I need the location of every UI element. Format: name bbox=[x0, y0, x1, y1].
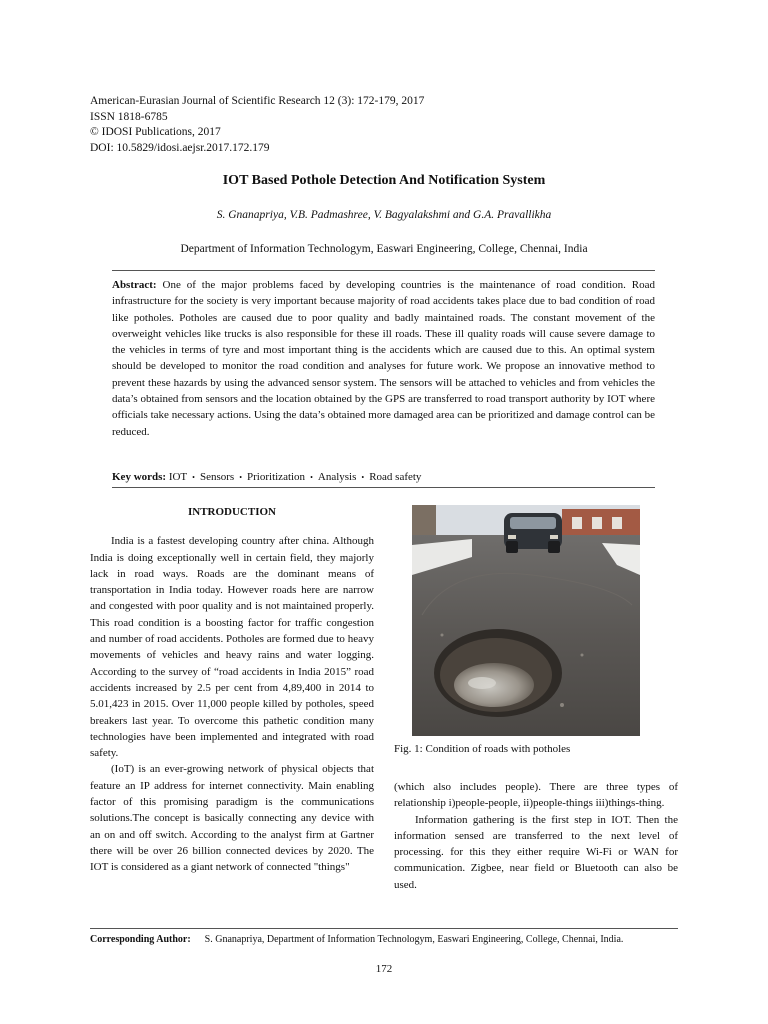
affiliation: Department of Information Technologym, Easwari Engineering, College, Chennai, India bbox=[180, 243, 588, 255]
keywords bbox=[112, 471, 655, 483]
paragraph: (IoT) is an ever-growing network of physical objects that feature an IP address for internet connectivity. Main enabling factor of this promising paradigm is the communications solutions.The concept is basically connecting any device with an on and off switch. According to the analyst firm at Gartner there will be over 26 billion connected devices by 2020. The IOT is considered as a giant network of connected "things" bbox=[90, 763, 374, 874]
corr-text: S. Gnanapriya, Department of Information Technologym, Easwari Engineering, College, Chennai, India. bbox=[204, 934, 624, 945]
abstract bbox=[112, 277, 655, 440]
figure-caption: Fig. 1: Condition of roads with potholes bbox=[394, 743, 571, 755]
corr-label: Corresponding Author: bbox=[90, 934, 191, 945]
keyword-separator: • bbox=[192, 472, 195, 482]
journal-header bbox=[90, 94, 424, 156]
pothole-photo bbox=[412, 505, 640, 736]
corresponding-author bbox=[90, 934, 623, 945]
keyword: IOT bbox=[168, 471, 188, 483]
keyword: Road safety bbox=[369, 471, 422, 483]
doi: DOI: 10.5829/idosi.aejsr.2017.172.179 bbox=[90, 141, 270, 154]
issn: ISSN 1818-6785 bbox=[90, 110, 168, 123]
section-heading: INTRODUCTION bbox=[187, 506, 276, 518]
keyword-separator: • bbox=[361, 472, 365, 482]
abstract-top-rule bbox=[112, 270, 655, 271]
keywords-bottom-rule bbox=[112, 487, 655, 488]
footer-rule bbox=[90, 928, 678, 929]
abstract-text: One of the major problems faced by developing countries is the maintenance of road condition. Road infrastructure for the society is very important because majority of road accidents takes place due to bad condition of road like potholes. Potholes are caused due to poor quality and badly maintained roads. The constant movement of the overweight vehicles like trucks is also responsible for these ill roads. These ill quality roads will cause severe damage to the vehicles in terms of tyre and most important thing is the accidents which are caused due to this. An optimal system should be developed to monitor the road condition and analyses for future work. We propose an innovative method to prevent these hazards by using the advanced sensor system. The sensors will be attached to vehicles and from vehicles the data’s obtained from sensors and the location obtained by the GPS are transferred to road transport authority by IOT where officials take necessary actions. Using the data’s obtained more damaged area can be prioritized and damage control can be reduced. bbox=[112, 279, 656, 438]
keyword-separator: • bbox=[310, 472, 313, 482]
paragraph: (which also includes people). There are three types of relationship i)people-people, ii)people-things iii)things-thing. bbox=[394, 781, 678, 810]
left-column bbox=[90, 504, 374, 876]
keyword: Sensors bbox=[199, 471, 235, 483]
paragraph: India is a fastest developing country after china. Although India is doing exceptionally well in certain field, they majorly lack in road ways. Roads are the dominant means of transportation in India today. However roads here are narrow and congested with poor quality and is not maintained properly. This road condition is a boosting factor for traffic congestion and number of road accidents. Potholes are formed due to heavy movements of vehicles and heavy rains and water logging. According to the survey of “road accidents in India 2015” road accidents increased by 2.5 per cent from 4,89,400 in 2014 to 5.01,423 in 2015. Over 11,000 people killed by potholes, speed breakers last year. To overcome this pathetic condition many technologies have been implemented and integrated with road safety. bbox=[90, 535, 374, 760]
keyword: Prioritization bbox=[247, 471, 306, 483]
right-column bbox=[394, 779, 678, 893]
page-number: 172 bbox=[375, 963, 393, 975]
keyword-separator: • bbox=[239, 472, 243, 482]
keyword: Analysis bbox=[317, 471, 357, 483]
keywords-label: Key words: bbox=[112, 471, 167, 483]
author-list: S. Gnanapriya, V.B. Padmashree, V. Bagyalakshmi and G.A. Pravallikha bbox=[216, 209, 552, 221]
car bbox=[504, 513, 562, 553]
pothole-photo-illustration bbox=[412, 505, 640, 736]
publisher: © IDOSI Publications, 2017 bbox=[90, 126, 221, 138]
journal-citation: American-Eurasian Journal of Scientific Research 12 (3): 172-179, 2017 bbox=[90, 95, 425, 107]
paper-title: IOT Based Pothole Detection And Notification System bbox=[222, 173, 546, 188]
paragraph: Information gathering is the first step in IOT. Then the information sensed are transferred to the next level of processing. for this they either require Wi-Fi or WAN for communication. Zigbee, near field or Bluetooth can also be used. bbox=[394, 813, 678, 891]
abstract-label: Abstract: bbox=[112, 279, 157, 291]
